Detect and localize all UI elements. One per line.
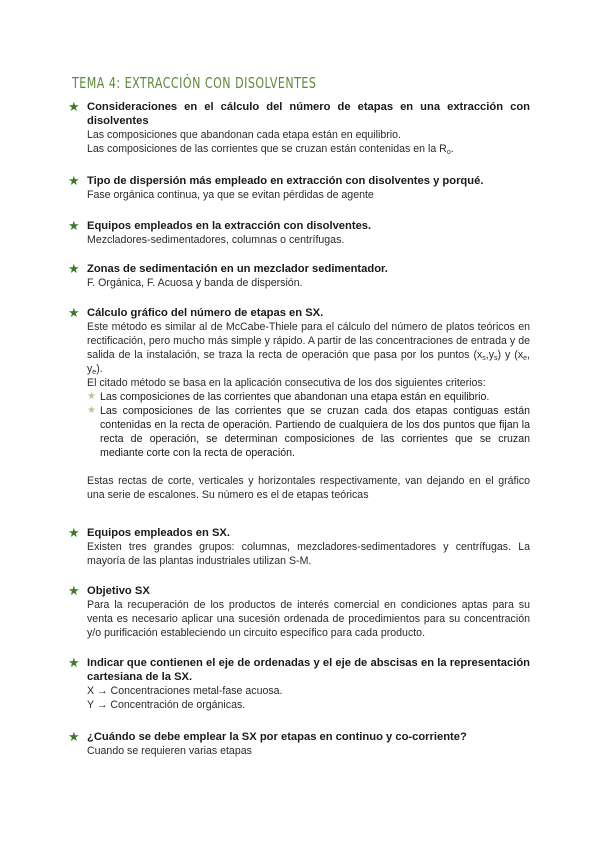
paragraph-text: Este método es similar al de McCabe-Thiele para el cálculo del número de platos teóricos en rectificación, pero mucho más simple y rápido. A partir de las concentraciones de entrada y de salida de la instalación, se traza la recta de operación que pasa por los puntos (x — [87, 321, 530, 361]
answer-line: Las composiciones que abandonan cada etapa están en equilibrio. — [87, 129, 401, 141]
section-equipment — [68, 219, 530, 247]
list-item — [87, 390, 530, 404]
subscript: e — [92, 369, 97, 376]
section-dispersion — [68, 174, 530, 202]
subscript: e — [523, 355, 528, 362]
criteria-list — [87, 390, 530, 460]
section-question: Zonas de sedimentación en un mezclador sedimentador. — [87, 263, 388, 275]
section-answer: F. Orgánica, F. Acuosa y banda de dispersión. — [87, 277, 303, 289]
section-question: Equipos empleados en la extracción con disolventes. — [87, 220, 372, 232]
paragraph-text: , y — [87, 349, 530, 375]
section-answer: Mezcladores-sedimentadores, columnas o centrífugas. — [87, 234, 345, 246]
section-graphical-calc — [68, 306, 530, 502]
section-question: Cálculo gráfico del número de etapas en SX. — [87, 307, 324, 319]
star-icon: ★ — [87, 391, 96, 402]
subscript: s — [494, 355, 498, 362]
star-icon: ★ — [68, 729, 80, 744]
section-question: Tipo de dispersión más empleado en extracción con disolventes y porqué. — [87, 175, 484, 187]
star-icon: ★ — [68, 655, 80, 670]
page-title: TEMA 4: EXTRACCIÓN CON DISOLVENTES — [72, 74, 317, 92]
section-paragraph: El citado método se basa en la aplicación consecutiva de los dos siguientes criterios: — [87, 377, 486, 389]
star-icon: ★ — [68, 99, 80, 114]
paragraph-text: ,y — [485, 349, 495, 361]
subscript: s — [482, 355, 486, 362]
section-question: Consideraciones en el cálculo del número de etapas en una extracción con disolventes — [87, 101, 530, 127]
section-answer — [87, 684, 530, 712]
star-icon: ★ — [87, 405, 96, 416]
subscript: o — [446, 149, 451, 156]
section-question: Indicar que contienen el eje de ordenadas y el eje de abscisas en la representación cartesiana de la SX. — [87, 657, 530, 683]
section-axes — [68, 656, 530, 712]
section-objective — [68, 584, 530, 640]
section-question: Equipos empleados en SX. — [87, 527, 230, 539]
section-paragraph — [87, 320, 530, 376]
section-question: Objetivo SX — [87, 585, 150, 597]
answer-line: X → Concentraciones metal-fase acuosa. — [87, 685, 283, 697]
section-question: ¿Cuándo se debe emplear la SX por etapas en continuo y co-corriente? — [87, 731, 467, 743]
section-answer: Cuando se requieren varias etapas — [87, 745, 252, 757]
paragraph-text: ) y (x — [497, 349, 524, 361]
list-item — [87, 404, 530, 460]
section-sedimentation — [68, 262, 530, 290]
star-icon: ★ — [68, 525, 80, 540]
paragraph-text: ). — [96, 363, 103, 375]
section-answer: Existen tres grandes grupos: columnas, mezcladores-sedimentadores y centrífugas. La mayoría de las plantas industriales utilizan S-M. — [87, 541, 530, 567]
answer-line: Y → Concentración de orgánicas. — [87, 699, 246, 711]
list-item-text: Las composiciones de las corrientes que abandonan una etapa están en equilibrio. — [100, 391, 490, 403]
answer-line: Las composiciones de las corrientes que se cruzan están contenidas en la R — [87, 143, 447, 155]
list-item-text: Las composiciones de las corrientes que se cruzan cada dos etapas contiguas están contenidas en la recta de operación. Partiendo de cualquiera de los dos puntos que fijan la recta de operación, se determinan composiciones de las corrientes que se cruzan mediante corte con la recta de operación. — [100, 405, 530, 459]
section-answer: Para la recuperación de los productos de interés comercial en condiciones aptas para su venta es necesario aplicar una sucesión ordenada de procedimientos para su concentración y/o purificación estableciendo un circuito específico para cada producto. — [87, 599, 530, 639]
star-icon: ★ — [68, 583, 80, 598]
answer-line-end: . — [450, 143, 454, 155]
star-icon: ★ — [68, 261, 80, 276]
star-icon: ★ — [68, 218, 80, 233]
section-answer: Fase orgánica continua, ya que se evitan pérdidas de agente — [87, 189, 374, 201]
star-icon: ★ — [68, 173, 80, 188]
section-answer — [87, 128, 530, 156]
star-icon: ★ — [68, 305, 80, 320]
section-paragraph: Estas rectas de corte, verticales y horizontales respectivamente, van dejando en el gráfico una serie de escalones. Su número es el de etapas teóricas — [87, 475, 530, 501]
section-considerations — [68, 100, 530, 156]
section-sx-equipment — [68, 526, 530, 568]
section-when-to-use — [68, 730, 530, 758]
